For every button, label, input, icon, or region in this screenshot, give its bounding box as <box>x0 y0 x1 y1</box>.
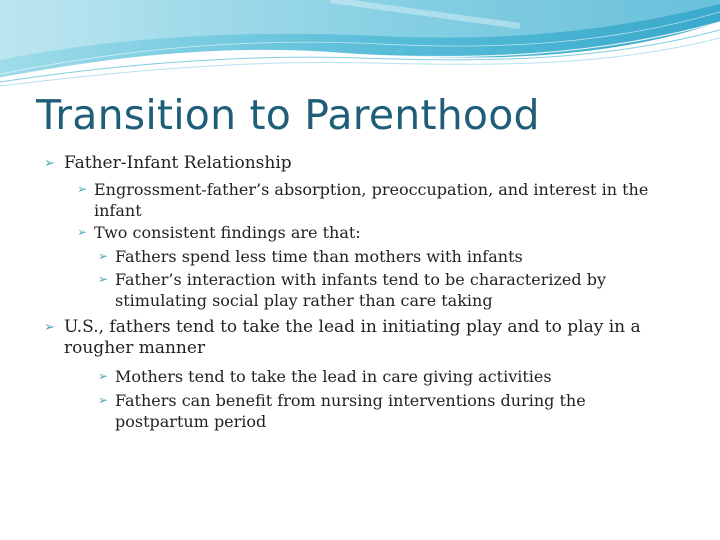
bullet-item <box>98 246 655 267</box>
bullet-text: Father’s interaction with infants tend to be characterized by stimulating social play rather than care taking <box>115 270 606 310</box>
arrowhead-bullet-icon: ➢ <box>44 156 55 171</box>
bullet-text: Fathers can benefit from nursing interventions during the postpartum period <box>115 391 586 431</box>
bullet-text: Fathers spend less time than mothers with infants <box>115 247 523 266</box>
bullet-item <box>44 317 704 359</box>
arrowhead-bullet-icon: ➢ <box>77 182 88 196</box>
header-wave-decoration <box>0 0 720 95</box>
bullet-item <box>98 269 655 311</box>
bullet-text: U.S., fathers tend to take the lead in initiating play and to play in a rougher manner <box>64 317 641 358</box>
arrowhead-bullet-icon: ➢ <box>98 369 109 383</box>
bullet-item <box>44 153 704 174</box>
bullet-item <box>98 366 655 387</box>
bullet-text: Father-Infant Relationship <box>64 153 292 173</box>
bullet-text: Engrossment-father’s absorption, preoccupation, and interest in the infant <box>94 180 649 220</box>
bullet-item <box>77 179 664 221</box>
arrowhead-bullet-icon: ➢ <box>77 225 88 239</box>
arrowhead-bullet-icon: ➢ <box>98 249 109 263</box>
arrowhead-bullet-icon: ➢ <box>98 393 109 407</box>
arrowhead-bullet-icon: ➢ <box>44 320 55 335</box>
slide-title: Transition to Parenthood <box>36 91 540 139</box>
arrowhead-bullet-icon: ➢ <box>98 272 109 286</box>
bullet-text: Two consistent findings are that: <box>94 223 361 242</box>
bullet-item <box>98 390 655 432</box>
bullet-item <box>77 222 664 243</box>
bullet-text: Mothers tend to take the lead in care giving activities <box>115 367 552 386</box>
